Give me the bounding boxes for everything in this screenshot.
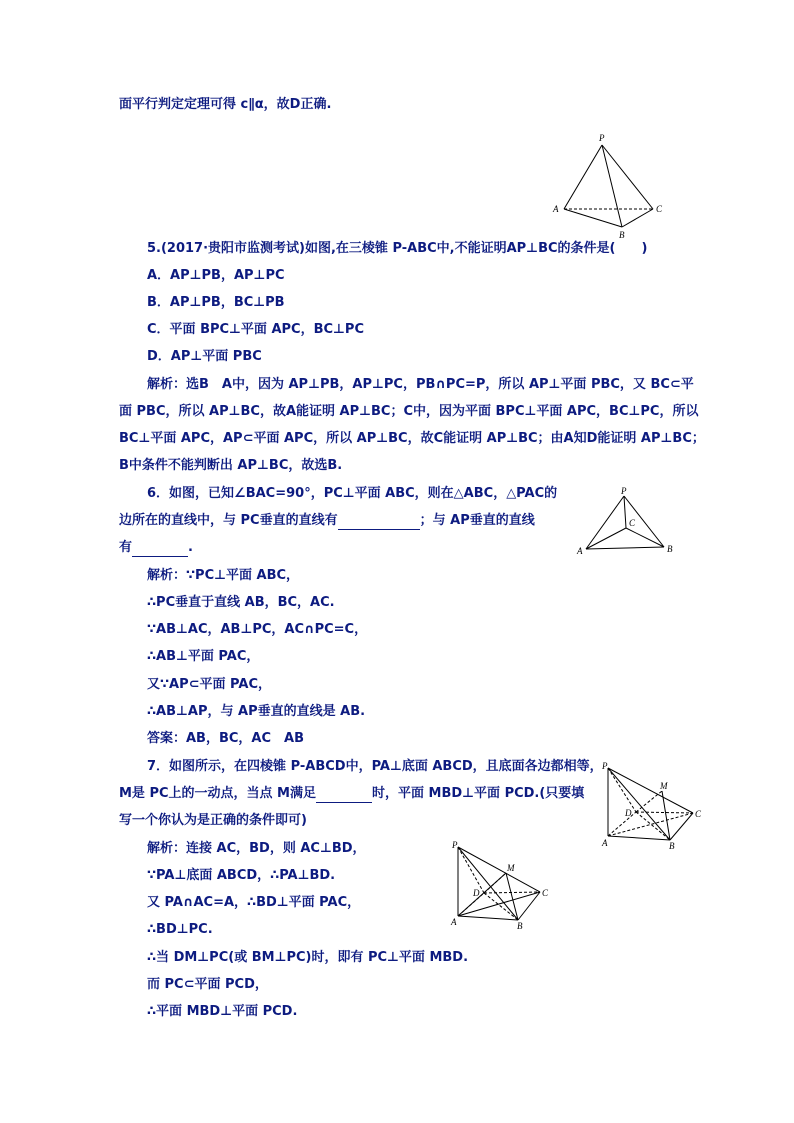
- answer-text: 答案：AB，BC，AC AB: [147, 731, 304, 746]
- option-a: A．AP⊥PB，AP⊥PC: [147, 268, 285, 283]
- question-7-stem: 写一个你认为是正确的条件即可): [119, 813, 307, 828]
- solution-text: 又∵AP⊂平面 PAC，: [147, 677, 271, 692]
- question-6-stem: 6．如图，已知∠BAC=90°，PC⊥平面 ABC，则在△ABC，△PAC的: [147, 486, 558, 501]
- vertex-label: D: [473, 888, 480, 898]
- answer-blank[interactable]: [132, 542, 188, 557]
- solution-text: ∵PA⊥底面 ABCD，∴PA⊥BD.: [147, 868, 336, 883]
- vertex-label: M: [660, 781, 668, 791]
- solution-text: 面 PBC，所以 AP⊥BC，故A能证明 AP⊥BC；C中，因为平面 BPC⊥平面 APC，BC⊥PC，所以: [119, 404, 699, 419]
- pyramid-figure-q6: [574, 484, 684, 560]
- vertex-label: A: [451, 917, 457, 927]
- vertex-label: C: [695, 809, 702, 819]
- vertex-label: B: [517, 921, 523, 930]
- text-segment: M是 PC上的一动点，当点 M满足: [119, 786, 316, 801]
- solution-text: ∴当 DM⊥PC(或 BM⊥PC)时，即有 PC⊥平面 MBD.: [147, 950, 469, 965]
- pyramid-figure-q7-solution: [448, 838, 560, 930]
- question-6-stem: [119, 539, 193, 557]
- solution-text: 解析：选B A中，因为 AP⊥PB，AP⊥PC，PB∩PC=P，所以 AP⊥平面 PBC，又 BC⊂平: [147, 377, 694, 392]
- text-segment: 边所在的直线中，与 PC垂直的直线有: [119, 513, 338, 528]
- option-c: C．平面 BPC⊥平面 APC，BC⊥PC: [147, 322, 364, 337]
- solution-text: BC⊥平面 APC，AP⊂平面 APC，所以 AP⊥BC，故C能证明 AP⊥BC；由A知D能证明 AP⊥BC；: [119, 431, 705, 446]
- solution-text: B中条件不能判断出 AP⊥BC，故选B.: [119, 458, 343, 473]
- pyramid-figure-q5: [550, 130, 680, 242]
- vertex-label: B: [619, 230, 625, 240]
- vertex-label: C: [656, 204, 663, 214]
- pyramid-figure-q7: [598, 760, 708, 852]
- solution-text: 又 PA∩AC=A，∴BD⊥平面 PAC，: [147, 895, 361, 910]
- vertex-label: A: [602, 838, 608, 848]
- solution-text: ∴PC垂直于直线 AB，BC，AC.: [147, 595, 335, 610]
- solution-text: 解析：∵PC⊥平面 ABC，: [147, 568, 300, 583]
- solution-text: 而 PC⊂平面 PCD，: [147, 977, 268, 992]
- vertex-label: D: [625, 808, 632, 818]
- option-d: D．AP⊥平面 PBC: [147, 349, 262, 364]
- solution-text: ∴BD⊥PC.: [147, 922, 213, 937]
- text-segment: 有: [119, 540, 133, 555]
- vertex-label: P: [452, 840, 458, 850]
- vertex-label: A: [553, 204, 559, 214]
- vertex-label: C: [629, 518, 636, 528]
- vertex-label: C: [542, 888, 549, 898]
- vertex-label: P: [621, 486, 627, 496]
- question-7-stem: 7．如图所示，在四棱锥 P-ABCD中，PA⊥底面 ABCD，且底面各边都相等，: [147, 759, 603, 774]
- option-b: B．AP⊥PB，BC⊥PB: [147, 295, 285, 310]
- text-segment: 时，平面 MBD⊥平面 PCD.(只要填: [372, 786, 585, 801]
- question-5-stem: 5.(2017·贵阳市监测考试)如图,在三棱锥 P-ABC中,不能证明AP⊥BC的条件是( ): [147, 241, 648, 256]
- answer-blank[interactable]: [338, 515, 420, 530]
- vertex-label: M: [507, 863, 515, 873]
- vertex-label: P: [599, 133, 605, 143]
- solution-text: 解析：连接 AC，BD，则 AC⊥BD，: [147, 841, 366, 856]
- question-6-stem: [119, 512, 535, 530]
- vertex-label: A: [577, 546, 583, 556]
- solution-text: ∴AB⊥平面 PAC，: [147, 649, 260, 664]
- answer-blank[interactable]: [316, 788, 372, 803]
- vertex-label: P: [602, 761, 608, 771]
- question-7-stem: [119, 785, 584, 803]
- solution-text: ∴平面 MBD⊥平面 PCD.: [147, 1004, 298, 1019]
- text-segment: ；与 AP垂直的直线: [419, 513, 535, 528]
- text-line: 面平行判定定理可得 c∥α，故D正确.: [119, 97, 332, 112]
- vertex-label: B: [667, 544, 673, 554]
- vertex-label: B: [669, 841, 675, 851]
- solution-text: ∴AB⊥AP，与 AP垂直的直线是 AB.: [147, 704, 366, 719]
- solution-text: ∵AB⊥AC，AB⊥PC，AC∩PC=C，: [147, 622, 368, 637]
- text-segment: .: [188, 540, 193, 555]
